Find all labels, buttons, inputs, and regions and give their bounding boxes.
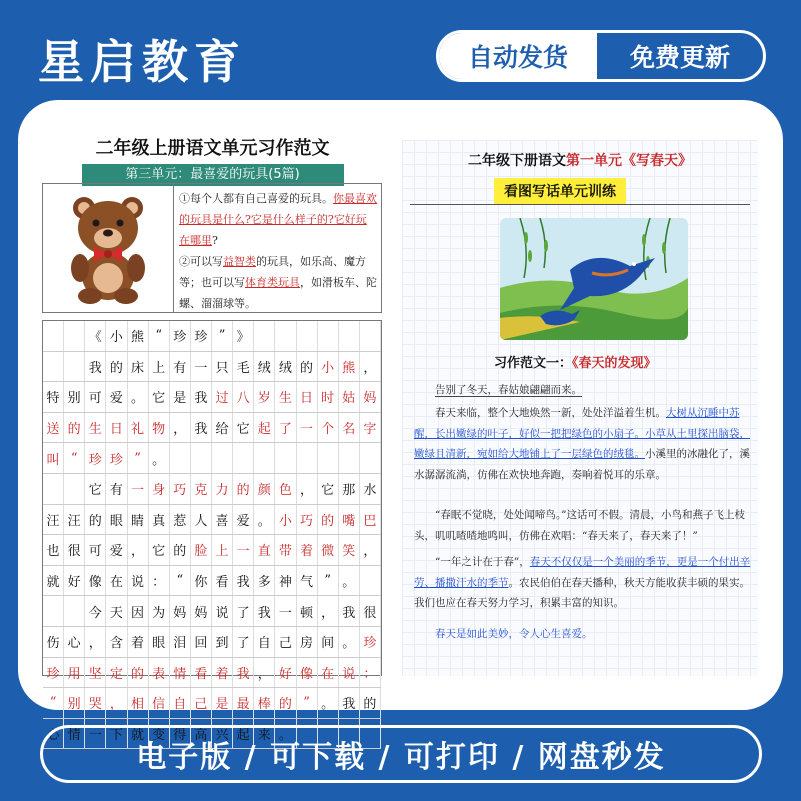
tip1-q2: 它是什么样子的? <box>250 213 334 226</box>
grid-cell: 的 <box>85 505 106 535</box>
grid-cell: 毛 <box>233 352 254 382</box>
grid-cell: 过 <box>212 382 233 412</box>
grid-cell: ， <box>297 474 318 504</box>
grid-cell: 。 <box>318 688 339 718</box>
grid-cell: 岁 <box>254 382 275 412</box>
grid-cell: 笑 <box>339 535 360 565</box>
grid-cell <box>43 474 64 504</box>
essay-label: 习作范文一： <box>494 356 573 371</box>
grid-cell: 。 <box>128 382 149 412</box>
grid-cell: 因 <box>128 596 149 626</box>
grid-cell: 间 <box>318 627 339 657</box>
tip2-b: 益智类 <box>223 255 256 268</box>
grid-cell: 珍 <box>106 443 127 473</box>
pill-auto-ship: 自动发货 <box>439 33 597 79</box>
writing-tips <box>174 184 381 312</box>
essay-grid <box>42 320 382 744</box>
grid-cell: 我 <box>254 596 275 626</box>
grid-cell: 神 <box>275 566 296 596</box>
paragraph-2 <box>414 403 754 485</box>
grid-cell: 是 <box>170 382 191 412</box>
paragraph-4 <box>414 552 754 614</box>
grid-cell: 人 <box>191 505 212 535</box>
grid-cell: 克 <box>191 474 212 504</box>
grid-cell: 了 <box>233 627 254 657</box>
teddy-bear-illustration <box>43 184 174 312</box>
grid-cell <box>233 443 254 473</box>
grid-cell: 我 <box>191 413 212 443</box>
grid-cell <box>339 321 360 351</box>
grid-cell: 。 <box>275 719 296 749</box>
grid-cell <box>64 321 85 351</box>
grid-cell: 我 <box>85 352 106 382</box>
grid-cell: 。 <box>339 566 360 596</box>
grid-cell <box>297 321 318 351</box>
grid-cell: ” <box>318 566 339 596</box>
grid-cell: 妈 <box>191 596 212 626</box>
grid-cell <box>43 321 64 351</box>
grid-cell: 嘴 <box>339 505 360 535</box>
grid-cell: 脸 <box>191 535 212 565</box>
grid-cell: 巧 <box>170 474 191 504</box>
grid-cell: 棒 <box>254 688 275 718</box>
grid-cell <box>339 443 360 473</box>
p4-b: 春天不仅仅是一个美丽的季节，更是一个付出辛劳、播撒汗水的季节 <box>414 556 751 589</box>
brand-logo-text: 星启教育 <box>38 35 246 89</box>
grid-cell: ” <box>128 443 149 473</box>
grid-cell: 珍 <box>360 627 381 657</box>
grid-cell: 时 <box>318 382 339 412</box>
grid-cell: 一 <box>233 535 254 565</box>
grid-cell: 好 <box>64 566 85 596</box>
right-page-title <box>402 150 758 170</box>
grid-cell <box>275 443 296 473</box>
grid-cell: 颜 <box>254 474 275 504</box>
grid-cell: 顿 <box>297 596 318 626</box>
grid-cell: 天 <box>106 596 127 626</box>
grid-cell: 绒 <box>254 352 275 382</box>
grid-cell: 名 <box>339 413 360 443</box>
grid-cell: 起 <box>233 719 254 749</box>
grid-cell: ： <box>360 658 381 688</box>
tip1-q1: 你最喜欢的玩具是什么? <box>179 192 377 226</box>
grid-cell: 妈 <box>170 596 191 626</box>
grid-cell: ， <box>106 688 127 718</box>
grid-cell: 多 <box>254 566 275 596</box>
tip2-a: ②可以写 <box>179 255 223 268</box>
grid-cell <box>318 443 339 473</box>
grid-cell: 熊 <box>339 352 360 382</box>
grid-cell: ， <box>360 352 381 382</box>
grid-cell: 含 <box>106 627 127 657</box>
grid-cell <box>64 596 85 626</box>
grid-cell: 。 <box>149 443 170 473</box>
bottom-banner: 电子版 / 可下载 / 可打印 / 网盘秒发 <box>40 725 762 783</box>
grid-cell: 己 <box>191 688 212 718</box>
grid-cell: 喜 <box>212 505 233 535</box>
grid-cell: 我 <box>233 566 254 596</box>
grid-cell: “ <box>64 443 85 473</box>
grid-cell: 上 <box>212 535 233 565</box>
grid-cell: 日 <box>106 413 127 443</box>
grid-cell: 自 <box>170 688 191 718</box>
grid-cell: 在 <box>106 566 127 596</box>
grid-cell: 表 <box>149 658 170 688</box>
grid-cell: 也 <box>43 535 64 565</box>
grid-cell: 情 <box>170 658 191 688</box>
grid-cell: 巧 <box>297 505 318 535</box>
right-title-grade: 二年级下册语文 <box>468 153 566 169</box>
grid-cell: 兴 <box>212 719 233 749</box>
grid-cell: 珍 <box>43 658 64 688</box>
grid-cell <box>170 443 191 473</box>
p3-text: “春眠不觉晓，处处闻啼鸟。”这话可不假。清晨，小鸟和燕子飞上枝头，叽叽喳喳地鸣叫，仿佛在欢唱：“春天来了，春天来了！” <box>414 509 745 542</box>
grid-row <box>43 505 381 536</box>
grid-cell: 姑 <box>339 382 360 412</box>
grid-cell: 的 <box>106 352 127 382</box>
grid-cell: “ <box>170 566 191 596</box>
grid-cell: 生 <box>85 413 106 443</box>
essay-heading <box>494 352 657 371</box>
grid-cell: 特 <box>43 382 64 412</box>
grid-cell: 只 <box>212 352 233 382</box>
grid-cell: 相 <box>128 688 149 718</box>
grid-cell: 眼 <box>149 627 170 657</box>
grid-cell <box>297 443 318 473</box>
grid-cell: 最 <box>233 688 254 718</box>
grid-cell: 自 <box>254 627 275 657</box>
grid-cell: “ <box>43 688 64 718</box>
grid-cell: 字 <box>360 413 381 443</box>
grid-cell: 爱 <box>106 382 127 412</box>
grid-cell <box>318 321 339 351</box>
grid-cell: 看 <box>212 566 233 596</box>
grid-cell: 色 <box>275 474 296 504</box>
grid-cell: 水 <box>360 474 381 504</box>
tip2-c: 的玩具，如乐高、魔方等；也可以写 <box>179 255 366 289</box>
grid-cell: 小 <box>275 505 296 535</box>
grid-cell: 情 <box>64 719 85 749</box>
tip2-e: ，如滑板车、陀螺、溜溜球等。 <box>179 276 377 310</box>
p1-text: 告别了冬天，春姑娘翩翩而来。 <box>435 384 582 396</box>
grid-cell: 了 <box>275 413 296 443</box>
grid-cell: 送 <box>43 413 64 443</box>
grid-cell: 叫 <box>43 443 64 473</box>
grid-cell: 伤 <box>43 627 64 657</box>
grid-cell: 一 <box>297 413 318 443</box>
grid-cell <box>275 321 296 351</box>
grid-cell: 床 <box>128 352 149 382</box>
grid-row <box>43 535 381 566</box>
grid-cell: 心 <box>64 627 85 657</box>
right-title-unit: 第一单元《写春天》 <box>566 153 692 169</box>
grid-row <box>43 688 381 719</box>
grid-cell: 泪 <box>170 627 191 657</box>
tip2-d: 体育类玩具 <box>245 276 300 289</box>
grid-row <box>43 566 381 597</box>
grid-cell: 汪 <box>43 505 64 535</box>
grid-cell: 你 <box>191 566 212 596</box>
grid-cell: 来 <box>254 719 275 749</box>
grid-cell: 哭 <box>85 688 106 718</box>
grid-cell: 个 <box>318 413 339 443</box>
grid-cell: 爱 <box>233 505 254 535</box>
grid-cell: 说 <box>339 658 360 688</box>
grid-cell: 可 <box>85 535 106 565</box>
grid-cell: 回 <box>191 627 212 657</box>
grid-cell <box>360 566 381 596</box>
grid-cell: 我 <box>339 688 360 718</box>
grid-cell: 是 <box>212 688 233 718</box>
grid-cell: 己 <box>275 627 296 657</box>
grid-cell: ， <box>170 413 191 443</box>
grid-cell: 物 <box>149 413 170 443</box>
grid-cell: 到 <box>212 627 233 657</box>
grid-cell: 着 <box>212 658 233 688</box>
grid-cell: 珍 <box>191 321 212 351</box>
grid-cell: 》 <box>233 321 254 351</box>
grid-cell: 一 <box>275 596 296 626</box>
grid-cell: 一 <box>85 719 106 749</box>
grid-cell: 信 <box>149 688 170 718</box>
essay-title: 《春天的发现》 <box>572 356 657 371</box>
grid-cell: ” <box>297 688 318 718</box>
grid-cell: ， <box>360 535 381 565</box>
grid-cell: 定 <box>106 658 127 688</box>
grid-cell: 下 <box>106 719 127 749</box>
grid-cell: 就 <box>128 719 149 749</box>
p4-a: “一年之计在于春”， <box>435 556 530 568</box>
grid-cell: 珍 <box>85 443 106 473</box>
grid-cell: 礼 <box>128 413 149 443</box>
grid-cell: 别 <box>64 688 85 718</box>
grid-cell <box>254 443 275 473</box>
grid-cell: 的 <box>360 688 381 718</box>
grid-cell: ， <box>318 596 339 626</box>
paragraph-1 <box>414 380 754 401</box>
grid-cell: 的 <box>64 413 85 443</box>
grid-cell: 爱 <box>106 535 127 565</box>
grid-cell: ” <box>212 321 233 351</box>
grid-cell: 。 <box>339 627 360 657</box>
grid-row <box>43 352 381 383</box>
grid-cell: 汪 <box>64 505 85 535</box>
grid-cell: 《 <box>85 321 106 351</box>
pill-free-update: 免费更新 <box>629 43 730 72</box>
grid-cell: 的 <box>297 352 318 382</box>
p4-c: 。农民伯伯在春天播种，秋天方能收获丰硕的果实。我们也应在春天努力学习，积累丰富的知识。 <box>414 576 750 609</box>
grid-cell: 着 <box>128 627 149 657</box>
divider <box>410 204 750 205</box>
grid-cell: 起 <box>254 413 275 443</box>
grid-cell: 绒 <box>275 352 296 382</box>
grid-cell: 房 <box>297 627 318 657</box>
grid-row <box>43 382 381 413</box>
grid-cell: 高 <box>191 719 212 749</box>
grid-cell: 。 <box>254 505 275 535</box>
tip1-intro: ①每个人都有自己喜爱的玩具。 <box>179 192 333 205</box>
grid-cell: 说 <box>128 566 149 596</box>
grid-cell: 好 <box>275 658 296 688</box>
grid-cell <box>64 474 85 504</box>
grid-cell: 像 <box>297 658 318 688</box>
grid-cell: 的 <box>170 535 191 565</box>
grid-cell: 我 <box>339 596 360 626</box>
grid-cell: 小 <box>106 321 127 351</box>
grid-cell: 有 <box>170 352 191 382</box>
p2-c: 小溪里的冰融化了，溪水潺潺流淌，仿佛在欢快地奔跑，奏响着悦耳的乐章。 <box>414 448 750 481</box>
grid-cell: 它 <box>85 474 106 504</box>
grid-cell: 它 <box>318 474 339 504</box>
tip1-end: ? <box>212 234 218 247</box>
right-page-subtitle: 看图写话单元训练 <box>494 178 626 204</box>
grid-cell <box>360 321 381 351</box>
grid-cell: 生 <box>275 382 296 412</box>
grid-cell: 看 <box>191 658 212 688</box>
grid-cell: ： <box>149 566 170 596</box>
grid-cell: 很 <box>64 535 85 565</box>
grid-cell: 上 <box>149 352 170 382</box>
grid-cell: 说 <box>212 596 233 626</box>
grid-cell: 那 <box>339 474 360 504</box>
grid-cell: 了 <box>233 596 254 626</box>
grid-cell: 一 <box>128 474 149 504</box>
grid-cell <box>64 352 85 382</box>
grid-cell: 小 <box>318 352 339 382</box>
p2-a: 春天来临，整个大地焕然一新，处处洋溢着生机。 <box>435 407 666 419</box>
grid-cell: 别 <box>64 382 85 412</box>
grid-cell <box>43 596 64 626</box>
grid-cell: 妈 <box>360 382 381 412</box>
grid-row <box>43 474 381 505</box>
grid-cell: 日 <box>297 382 318 412</box>
grid-cell <box>212 443 233 473</box>
grid-cell: 可 <box>85 382 106 412</box>
grid-cell: 熊 <box>128 321 149 351</box>
grid-cell: 我 <box>233 658 254 688</box>
grid-cell <box>191 443 212 473</box>
grid-cell: 心 <box>43 719 64 749</box>
grid-cell: 变 <box>149 719 170 749</box>
grid-cell: 它 <box>149 535 170 565</box>
left-page-title: 二年级上册语文单元习作范文 <box>95 138 330 159</box>
tips-box <box>42 183 382 313</box>
grid-cell: 它 <box>233 413 254 443</box>
grid-cell: 它 <box>149 382 170 412</box>
grid-cell: 的 <box>233 474 254 504</box>
grid-cell: 像 <box>85 566 106 596</box>
grid-cell: 八 <box>233 382 254 412</box>
p5-text: 春天是如此美妙，令人心生喜爱。 <box>435 628 593 640</box>
p2-b: 大树从沉睡中苏醒，长出嫩绿的叶子，好似一把把绿色的小扇子。小草从土里探出脑袋，嫩绿且清新，宛如给大地铺上了一层绿色的绒毯。 <box>414 407 750 460</box>
grid-row <box>43 443 381 474</box>
grid-cell: 惹 <box>170 505 191 535</box>
grid-cell: ， <box>85 627 106 657</box>
spring-swallows-illustration <box>500 218 688 340</box>
grid-cell: 气 <box>297 566 318 596</box>
grid-cell: 微 <box>318 535 339 565</box>
grid-cell: 用 <box>64 658 85 688</box>
grid-cell: 巴 <box>360 505 381 535</box>
grid-cell <box>360 443 381 473</box>
left-page <box>40 128 385 744</box>
grid-cell: 给 <box>212 413 233 443</box>
grid-cell: 着 <box>297 535 318 565</box>
grid-cell: 的 <box>275 688 296 718</box>
grid-cell: 今 <box>85 596 106 626</box>
grid-cell: 为 <box>149 596 170 626</box>
grid-cell: 很 <box>360 596 381 626</box>
grid-cell: 直 <box>254 535 275 565</box>
grid-cell: 珍 <box>170 321 191 351</box>
grid-cell: 一 <box>191 352 212 382</box>
grid-row <box>43 413 381 444</box>
grid-row <box>43 596 381 627</box>
unit-band: 第三单元：最喜爱的玩具(5篇) <box>82 164 344 186</box>
paragraph-3 <box>414 505 754 546</box>
grid-cell: 力 <box>212 474 233 504</box>
grid-cell: 带 <box>275 535 296 565</box>
grid-cell: ， <box>254 658 275 688</box>
grid-cell: 有 <box>106 474 127 504</box>
grid-cell: 得 <box>170 719 191 749</box>
right-page <box>402 140 758 676</box>
grid-cell: 坚 <box>85 658 106 688</box>
grid-cell: 的 <box>318 505 339 535</box>
grid-cell: 在 <box>318 658 339 688</box>
grid-cell: 我 <box>191 382 212 412</box>
feature-pill <box>436 30 766 82</box>
grid-cell: 眼 <box>106 505 127 535</box>
grid-cell: 真 <box>149 505 170 535</box>
grid-cell <box>254 321 275 351</box>
grid-cell: ， <box>128 535 149 565</box>
grid-cell: 的 <box>128 658 149 688</box>
grid-cell: 就 <box>43 566 64 596</box>
grid-row <box>43 627 381 658</box>
grid-cell: “ <box>149 321 170 351</box>
grid-row <box>43 321 381 352</box>
tip1-q3: 它好玩在哪里 <box>179 213 367 247</box>
grid-cell: 睛 <box>128 505 149 535</box>
paragraph-5 <box>414 624 754 645</box>
grid-cell: 身 <box>149 474 170 504</box>
grid-cell <box>43 352 64 382</box>
grid-row <box>43 658 381 689</box>
